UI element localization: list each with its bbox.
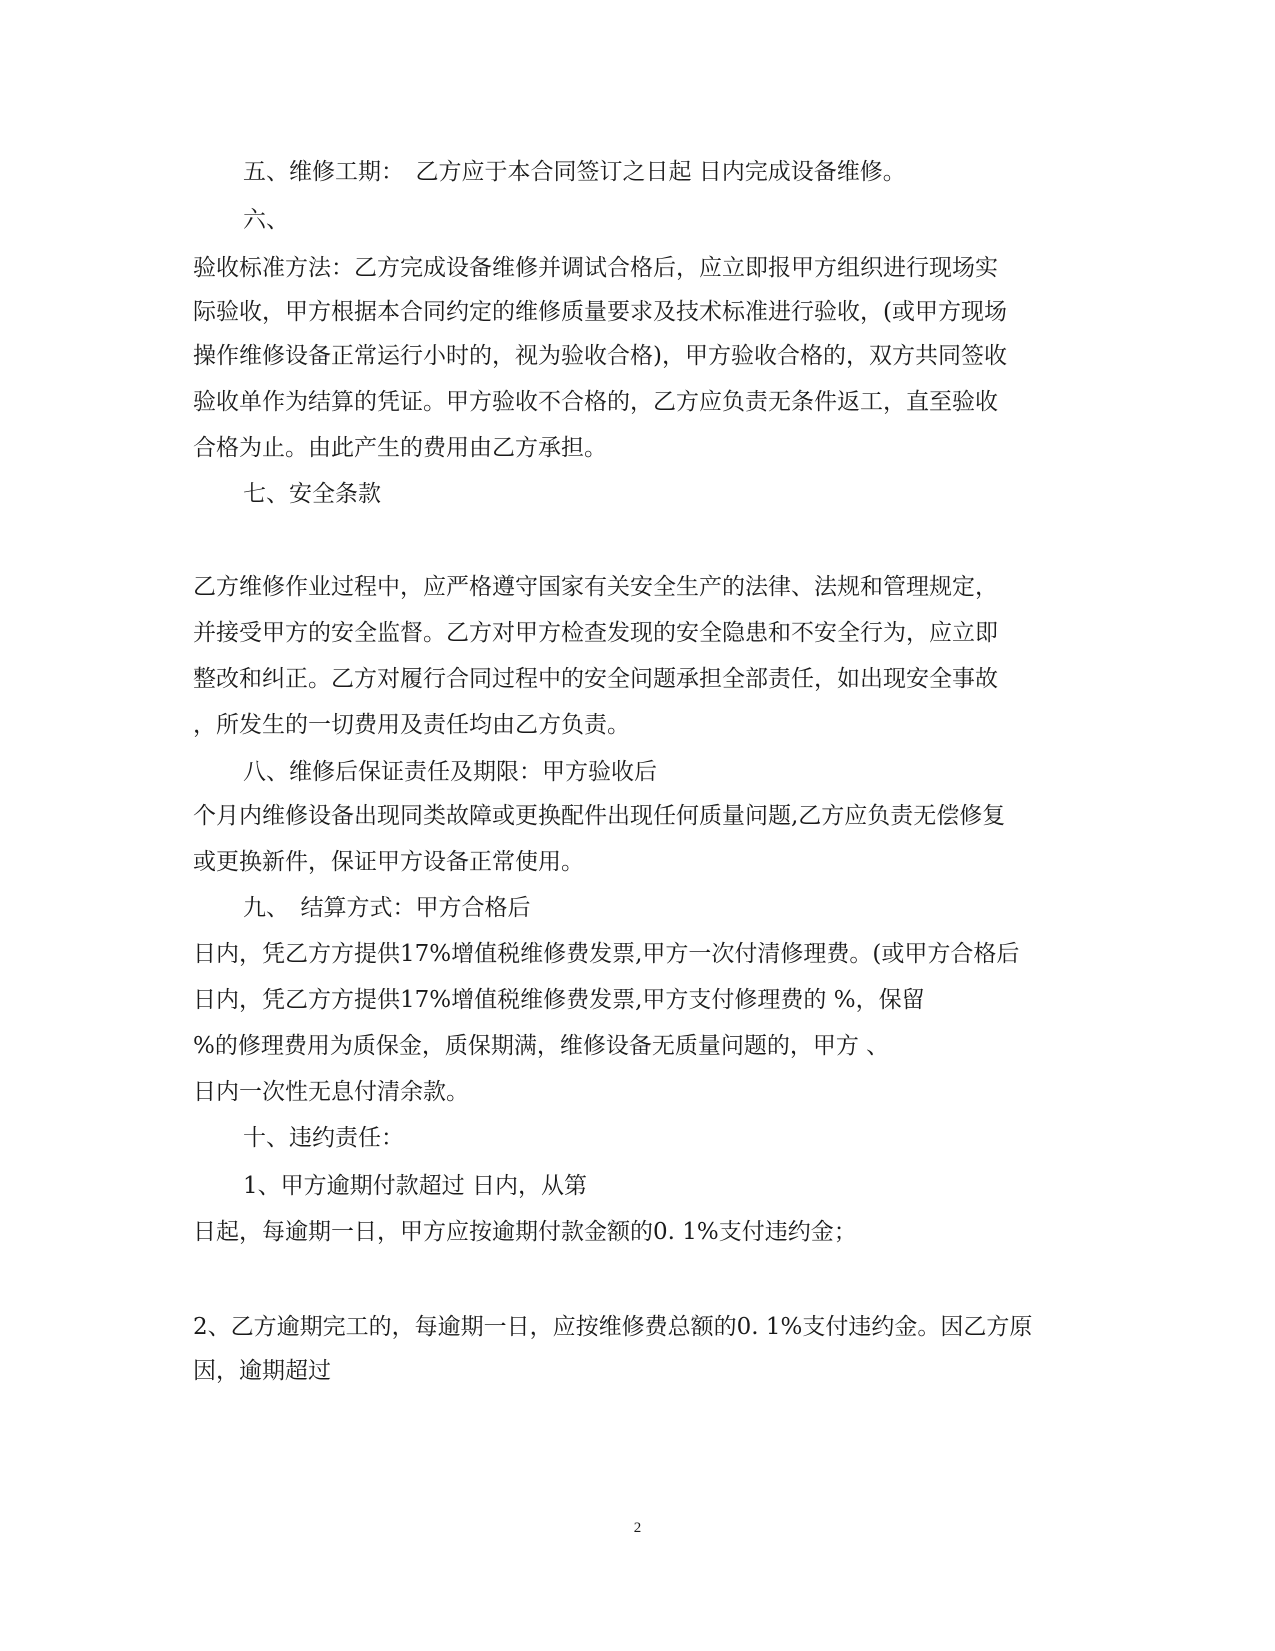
- clause-7-line-2: 并接受甲方的安全监督。乙方对甲方检查发现的安全隐患和不安全行为，应立即: [193, 620, 998, 646]
- clause-7-line-1: 乙方维修作业过程中，应严格遵守国家有关安全生产的法律、法规和管理规定，: [193, 574, 998, 600]
- clause-9-line-1: 日内，凭乙方方提供17%增值税维修费发票,甲方一次付清修理费。(或甲方合格后: [193, 941, 1020, 967]
- clause-10-item-1-line-2: 日起，每逾期一日，甲方应按逾期付款金额的0. 1%支付违约金；: [193, 1219, 857, 1245]
- clause-6-line-2: 际验收，甲方根据本合同约定的维修质量要求及技术标准进行验收，(或甲方现场: [193, 299, 1007, 325]
- clause-8-line-2: 或更换新件，保证甲方设备正常使用。: [193, 849, 584, 875]
- clause-7-line-3: 整改和纠正。乙方对履行合同过程中的安全问题承担全部责任，如出现安全事故: [193, 666, 998, 692]
- clause-9-line-4: 日内一次性无息付清余款。: [193, 1079, 469, 1105]
- page-number: 2: [633, 1520, 642, 1536]
- clause-7-heading: 七、安全条款: [243, 481, 381, 507]
- clause-9-heading: 九、 结算方式：甲方合格后: [243, 895, 531, 921]
- clause-6-line-5: 合格为止。由此产生的费用由乙方承担。: [193, 435, 607, 461]
- clause-10-heading: 十、违约责任：: [243, 1125, 404, 1151]
- clause-10-item-2-line-1: 2、乙方逾期完工的，每逾期一日，应按维修费总额的0. 1%支付违约金。因乙方原: [193, 1314, 1033, 1340]
- clause-6-line-4: 验收单作为结算的凭证。甲方验收不合格的，乙方应负责无条件返工，直至验收: [193, 389, 998, 415]
- clause-5-maintenance-period: 五、维修工期： 乙方应于本合同签订之日起 日内完成设备维修。: [243, 159, 906, 185]
- clause-6-line-1: 验收标准方法：乙方完成设备维修并调试合格后，应立即报甲方组织进行现场实: [193, 255, 998, 281]
- clause-10-item-1-line-1: 1、甲方逾期付款超过 日内，从第: [243, 1173, 587, 1199]
- clause-7-line-4: ，所发生的一切费用及责任均由乙方负责。: [193, 712, 630, 738]
- clause-8-heading: 八、维修后保证责任及期限：甲方验收后: [243, 759, 657, 785]
- clause-10-item-2-line-2: 因，逾期超过: [193, 1358, 331, 1384]
- clause-6-line-3: 操作维修设备正常运行小时的，视为验收合格)，甲方验收合格的，双方共同签收: [193, 343, 1007, 369]
- clause-9-line-2: 日内，凭乙方方提供17%增值税维修费发票,甲方支付修理费的 %，保留: [193, 987, 925, 1013]
- clause-9-line-3: %的修理费用为质保金，质保期满，维修设备无质量问题的，甲方 、: [193, 1033, 890, 1059]
- clause-8-line-1: 个月内维修设备出现同类故障或更换配件出现任何质量问题,乙方应负责无偿修复: [193, 803, 1006, 829]
- clause-6-heading: 六、: [243, 207, 289, 233]
